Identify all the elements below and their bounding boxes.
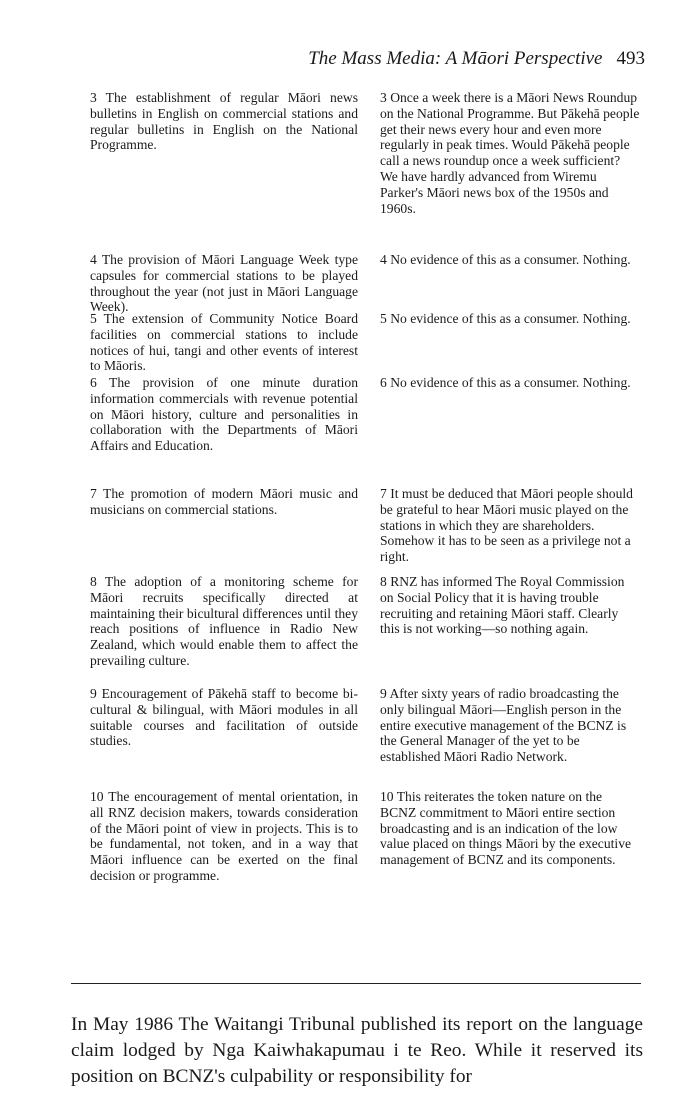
response-cell: 4 No evidence of this as a consumer. Nothing.	[380, 252, 631, 267]
running-title: The Mass Media: A Māori Perspective	[308, 48, 603, 69]
recommendation-cell: 4 The provision of Māori Language Week type capsules for commercial stations to be played throughout the year (not just in Māori Language Week).	[90, 252, 358, 315]
response-cell: 6 No evidence of this as a consumer. Nothing.	[380, 375, 631, 390]
response-cell: 5 No evidence of this as a consumer. Nothing.	[380, 311, 631, 326]
recommendation-cell: 10 The encouragement of mental orientation, in all RNZ decision makers, towards consideration of the Māori point of view in projects. This is to be fundamental, not token, and in a way that Māori influence can be exerted on the final decision or programme.	[90, 789, 358, 883]
response-cell: 3 Once a week there is a Māori News Roundup on the National Programme. But Pākehā people get their news every hour and even more regularly in peak times. Would Pākehā people call a news roundup once a week sufficient? We have hardly advanced from Wiremu Parker's Māori news box of the 1950s and 1960s.	[380, 90, 640, 216]
section-divider	[71, 983, 641, 984]
table-row	[90, 375, 640, 486]
page-number: 493	[616, 48, 645, 69]
response-cell: 8 RNZ has informed The Royal Commission on Social Policy that it is having trouble recruiting and retaining Māori staff. Clearly this is not working—so nothing again.	[380, 574, 625, 637]
table-row	[90, 574, 640, 686]
table-row	[90, 686, 640, 789]
running-header	[60, 48, 645, 70]
table-row	[90, 486, 640, 574]
table-row	[90, 311, 640, 375]
recommendation-cell: 9 Encouragement of Pākehā staff to become bi-cultural & bilingual, with Māori modules in all suitable courses and facilitation of outside studies.	[90, 686, 358, 749]
response-cell: 7 It must be deduced that Māori people should be grateful to hear Māori music played on the stations in which they are shareholders. Somehow it has to be seen as a privilege not a right.	[380, 486, 633, 565]
table-row	[90, 90, 640, 252]
body-paragraph: In May 1986 The Waitangi Tribunal published its report on the language claim lodged by Nga Kaiwhakapumau i te Reo. While it reserved its position on BCNZ's culpability or responsibility for	[71, 1014, 643, 1087]
table-row	[90, 252, 640, 315]
recommendation-cell: 5 The extension of Community Notice Board facilities on commercial stations to include notices of hui, tangi and other events of interest to Māoris.	[90, 311, 358, 374]
table-row	[90, 789, 640, 919]
response-cell: 10 This reiterates the token nature on the BCNZ commitment to Māori entire section broadcasting and is an indication of the low value placed on things Māori by the executive management of BCNZ and its components.	[380, 789, 632, 868]
recommendation-cell: 8 The adoption of a monitoring scheme for Māori recruits specifically directed at maintaining their bicultural differences until they reach positions of influence in Radio New Zealand, which would enable them to affect the prevailing culture.	[90, 574, 358, 668]
recommendation-cell: 7 The promotion of modern Māori music and musicians on commercial stations.	[90, 486, 358, 517]
recommendations-table	[90, 90, 640, 919]
recommendation-cell: 3 The establishment of regular Māori news bulletins in English on commercial stations and regular bulletins in English on the National Programme.	[90, 90, 358, 153]
recommendation-cell: 6 The provision of one minute duration information commercials with revenue potential on Māori history, culture and personalities in collaboration with the Departments of Māori Affairs and Education.	[90, 375, 358, 454]
response-cell: 9 After sixty years of radio broadcasting the only bilingual Māori—English person in the entire executive management of the BCNZ is the General Manager of the yet to be established Māori Radio Network.	[380, 686, 627, 765]
